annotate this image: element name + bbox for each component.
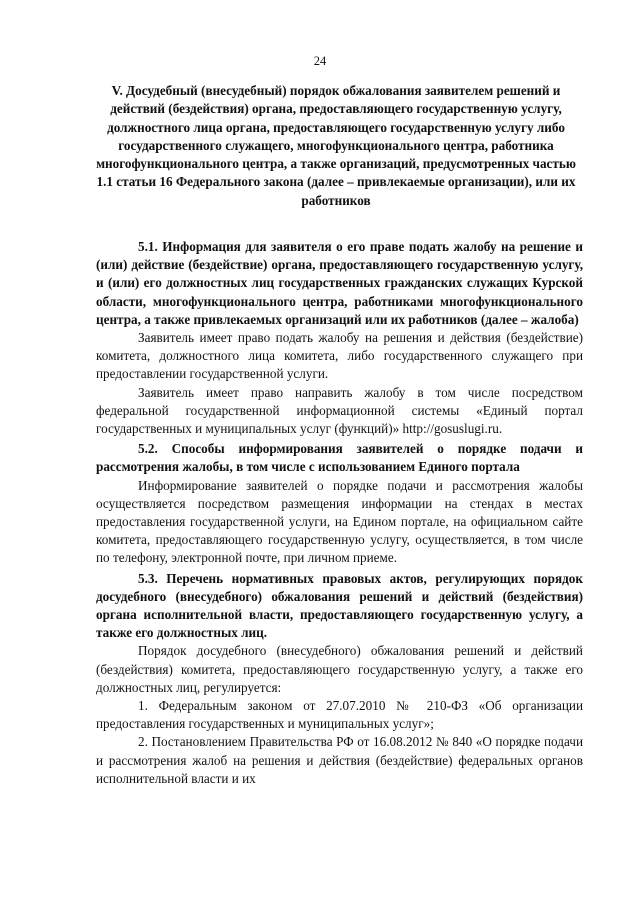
subsection-heading-5-3: 5.3. Перечень нормативных правовых актов, регулирующих порядок досудебного (внесудебного) обжалования решений и действий (бездействия) органа исполнительной власти, предоставляющего государственную услугу, а также его должностных лиц. [96,570,583,641]
section-heading: V. Досудебный (внесудебный) порядок обжалования заявителем решений и действий (бездействия) органа, предоставляющего государственную услугу, должностного лица органа, предоставляющего государственную услугу либо государственного служащего, многофункционального центра, работника многофункционального центра, а также организаций, предусмотренных частью 1.1 статьи 16 Федерального закона (далее – привлекаемые организации), или их работников [96,83,576,208]
list-item-law-210: 1. Федеральным законом от 27.07.2010 № 210-ФЗ «Об организации предоставления государственных и муниципальных услуг»; [96,698,583,732]
paragraph-portal-complaint: Заявитель имеет право направить жалобу в том числе посредством федеральной государственной информационной системы «Единый портал государственных и муниципальных услуг (функций)» http://gosuslugi.ru. [96,384,583,437]
page-number: 24 [313,54,327,68]
paragraph-right-to-complain: Заявитель имеет право подать жалобу на решения и действия (бездействие) комитета, должностного лица комитета, либо государственного служащего при предоставлении государственной услуги. [96,330,583,382]
list-item-resolution-840: 2. Постановлением Правительства РФ от 16.08.2012 № 840 «О порядке подачи и рассмотрения жалоб на решения и действия (бездействие) федеральных органов исполнительной власти и их [96,734,583,786]
subsection-heading-5-1: 5.1. Информация для заявителя о его праве подать жалобу на решение и (или) действие (бездействие) органа, предоставляющего государственную услугу, и (или) его должностных лиц государственных гражданских служащих Курской области, многофункционального центра, работниками многофункционального центра, а также привлекаемых организаций или их работников (далее – жалоба) [96,239,583,327]
subsection-heading-5-2: 5.2. Способы информирования заявителей о порядке подачи и рассмотрения жалобы, в том числе с использованием Единого портала [96,441,583,475]
paragraph-regulation-intro: Порядок досудебного (внесудебного) обжалования решений и действий (бездействия) комитета, предоставляющего государственную услугу, а также его должностных лиц, регулируется: [96,643,583,695]
paragraph-informing-methods: Информирование заявителей о порядке подачи и рассмотрения жалобы осуществляется посредством размещения информации на стендах в местах предоставления государственной услуги, на Едином портале, на официальном сайте комитета, предоставляющего государственную услугу, осуществляется, в том числе по телефону, электронной почте, при личном приеме. [96,477,583,566]
document-body [96,238,583,788]
